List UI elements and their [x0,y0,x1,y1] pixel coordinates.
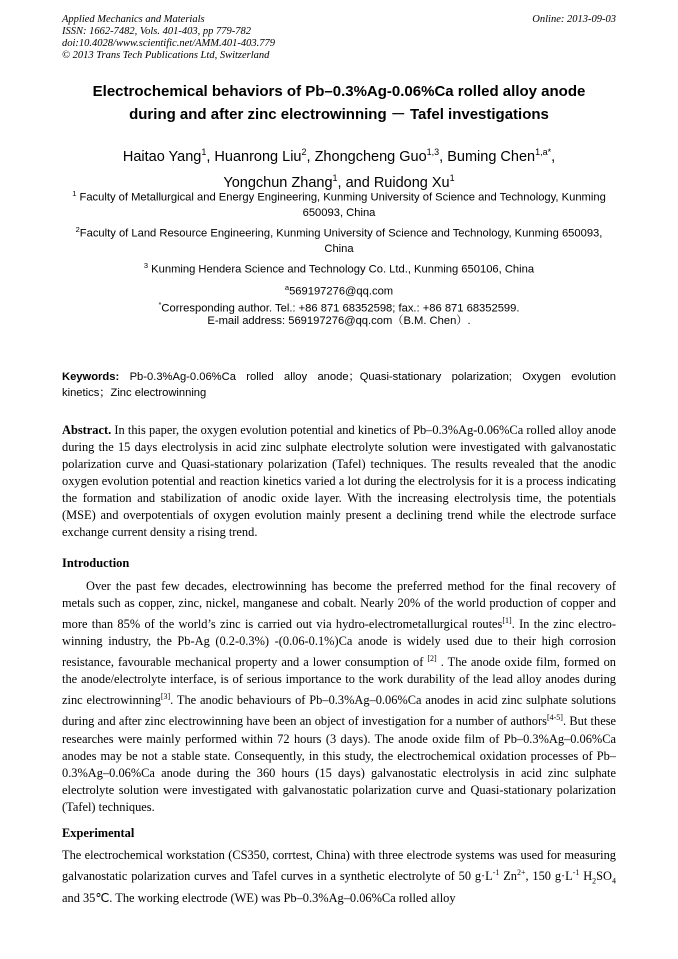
journal-header [62,14,616,62]
affiliation-1: $^1$ Faculty of Metallurgical and Energy Engineering, Kunming University of Science and Technology, Kunming 650093, China [72,189,606,219]
citation: [2] [427,654,437,664]
abstract [62,422,616,541]
keywords-text: Pb-0.3%Ag-0.06%Ca rolled alloy anode；Quasi-stationary polarization; Oxygen evolution kinetics；Zinc electrowinning [62,371,616,399]
section-heading-introduction: Introduction [62,556,130,570]
title-line-1: Electrochemical behaviors of Pb–0.3%Ag-0.06%Ca rolled alloy anode [92,83,586,100]
email-address-line: E-mail address: 569197276@qq.com（B.M. Chen）. [207,315,471,327]
affiliation-3: $^3$ Kunming Hendera Science and Technology Co. Ltd., Kunming 650106, China [143,261,535,276]
author: Yongchun Zhang$^1$, and [223,172,374,191]
doi-line: doi:10.4028/www.scientific.net/AMM.401-403.779 [62,38,275,49]
citation: [4-5] [546,713,563,723]
paper-title [62,80,616,126]
introduction-paragraph: Over the past few decades, electrowinning has become the preferred method for the final recovery of metals such as copper, zinc, nickel, manganese and cobalt. Nearly 20% of the world production of copper and more than 85% of the world’s zinc is carried out via hydro-electrometallurgical routes[1]. In the zinc electro-winning industry, the Pb-Ag (0.2-0.3%) -(0.06-0.1%)Ca anode is widely used due to their high corrosion resistance, favourable mechanical property and a lower consumption of [2] . The anode oxide film, formed on the anode/electrolyte interface, is of serious importance to the work durability of the lead alloy anodes during zinc electrowinning[3]. The anodic behaviours of Pb–0.3%Ag–0.06%Ca anodes in acid zinc sulphate solutions during and after zinc electrowinning have been an object of investigation for a number of authors[4-5]. But these researches were mainly performed within 72 hours (3 days). The anode oxide film of Pb–0.3%Ag–0.06%Ca anodes may be not a stable state. Consequently, in this study, the electrochemical oxidation processes of Pb–0.3%Ag–0.06%Ca anode during the 360 hours (15 days) galvanostatic electrolysis in acid zinc sulphate electrolyte solution were investigated with galvanostatic polarization curve and Quasi-stationary polarization (Tafel) techniques. [62,579,617,814]
author: Haitao Yang$^1$, [122,147,215,165]
affiliation-2: $^2$Faculty of Land Resource Engineering, Kunming University of Science and Technology, Kunming 650093, China [75,225,603,255]
abstract-text: In this paper, the oxygen evolution potential and kinetics of Pb–0.3%Ag-0.06%Ca rolled alloy anode during the 15 days electrolysis in acid zinc sulphate electrolyte solution were investigated with galvanostatic polarization curve and Quasi-stationary polarization (Tafel) techniques. The results revealed that the anodic oxygen evolution potential and reaction kinetics varied a lot during the electrolysis for it is a process indicating the formation and stabilization of anodic oxide layer. With the increasing electrolysis time, the potentials (MSE) and overpotentials of oxygen evolution mainly present a declining trend while the electrode surface exchange current density a rising trend. [62,423,616,539]
citation: [1] [502,616,512,625]
contact-email: $^a$569197276@qq.com [284,283,394,298]
title-line-2: during and after zinc electrowinning － Tafel investigations [129,106,549,123]
author: Zhongcheng Guo$^{1,3}$, [314,147,448,165]
online-date: Online: 2013-09-03 [532,14,616,25]
section-heading-experimental: Experimental [62,826,135,840]
author: Huanrong Liu$^2$, [214,147,315,165]
issn-line: ISSN: 1662-7482, Vols. 401-403, pp 779-782 [62,26,251,37]
abstract-label: Abstract. [62,423,112,437]
corresponding-author: *Corresponding author. Tel.: +86 871 68352598; fax.: +86 871 68352599. [158,300,520,315]
keywords [62,369,616,401]
journal-name: Applied Mechanics and Materials [62,14,205,25]
author: Ruidong Xu$^1$ [373,172,455,191]
author: Buming Chen$^{1,a*}$, [447,147,556,165]
keywords-label: Keywords: [62,371,120,383]
experimental-paragraph: The electrochemical workstation (CS350, corrtest, China) with three electrode systems was used for measuring galvanostatic polarization curves and Tafel curves in a synthetic electrolyte of 50 $g\cdot L^{-1}$ $Zn^{2+}$, 150 $g\cdot L^{-1}$ $H_2SO_4$ and 35℃. The working electrode (WE) was Pb–0.3%Ag–0.06%Ca rolled alloy [62,848,616,905]
citation: [3] [160,692,171,702]
copyright-line: © 2013 Trans Tech Publications Ltd, Switzerland [62,50,270,61]
